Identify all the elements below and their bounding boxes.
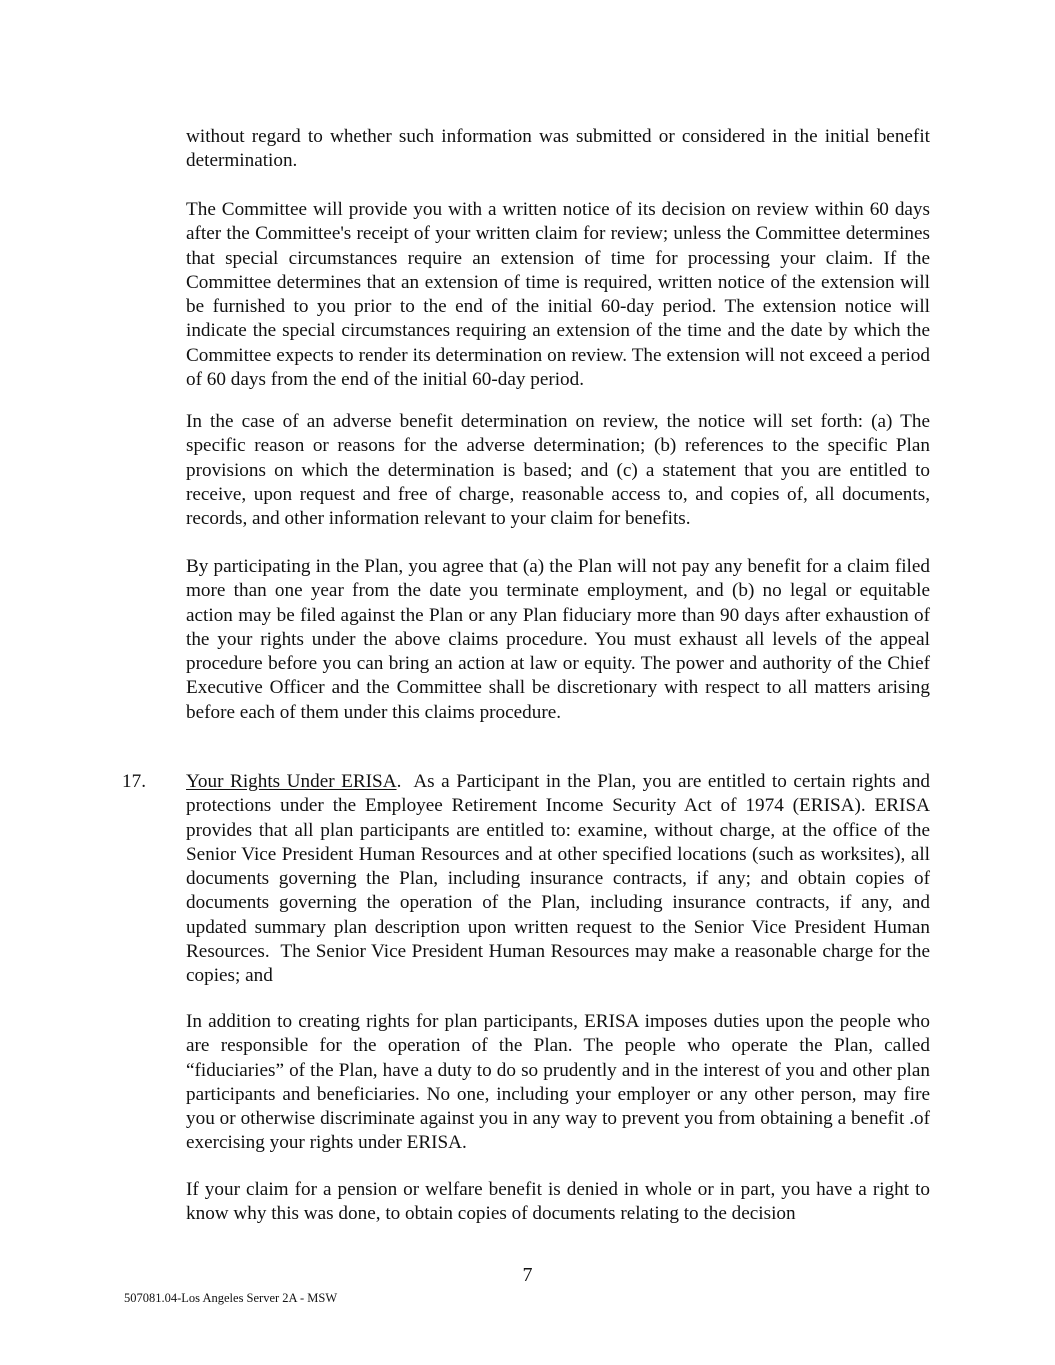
paragraph-continuation: without regard to whether such information was submitted or considered in the initial benefit determination. [186, 126, 930, 172]
page-number: 7 [522, 1264, 533, 1286]
paragraph-adverse-determination: In the case of an adverse benefit determination on review, the notice will set forth: (a) The specific reason or reasons for the adverse determination; (b) references to the specific Plan provisions on which the determination is based; and (c) a statement that you are entitled to receive, upon request and free of charge, reasonable access to, and copies of, all documents, records, and other information relevant to your claim for benefits. [186, 411, 930, 530]
section-body [186, 770, 935, 989]
section-text: As a Participant in the Plan, you are entitled to certain rights and protections under the Employee Retirement Income Security Act of 1974 (ERISA). ERISA provides that all plan participants are entitled to: examine, without charge, at the office of the Senior Vice President Human Resources and at other specified locations (such as worksites), all documents governing the Plan, including insurance contracts, if any; and obtain copies of documents governing the operation of the Plan, including insurance contracts, if any, and updated summary plan description upon written request to the Senior Vice President Human Resources. The Senior Vice President Human Resources may make a reasonable charge for the copies; and [186, 771, 935, 987]
paragraph-review-notice: The Committee will provide you with a written notice of its decision on review within 60 days after the Committee's receipt of your written claim for review; unless the Committee determines that special circumstances require an extension of time for processing your claim. If the Committee determines that an extension of time is required, written notice of the extension will be furnished to you prior to the end of the initial 60-day period. The extension notice will indicate the special circumstances requiring an extension of the time and the date by which the Committee expects to render its determination on review. The extension will not exceed a period of 60 days from the end of the initial 60-day period. [186, 199, 930, 391]
section-heading-suffix: . [396, 771, 402, 792]
section-heading: Your Rights Under ERISA [186, 771, 397, 792]
footer-document-id: 507081.04-Los Angeles Server 2A - MSW [124, 1291, 338, 1305]
paragraph-claim-denied: If your claim for a pension or welfare benefit is denied in whole or in part, you have a right to know why this was done, to obtain copies of documents relating to the decision [186, 1179, 930, 1225]
section-number: 17. [122, 771, 146, 792]
section-17 [122, 770, 935, 989]
paragraph-fiduciary-duties: In addition to creating rights for plan participants, ERISA imposes duties upon the people who are responsible for the operation of the Plan. The people who operate the Plan, called “fiduciaries” of the Plan, have a duty to do so prudently and in the interest of you and other plan participants and beneficiaries. No one, including your employer or any other person, may fire you or otherwise discriminate against you in any way to prevent you from obtaining a benefit .of exercising your rights under ERISA. [186, 1011, 930, 1154]
paragraph-participation-agreement: By participating in the Plan, you agree that (a) the Plan will not pay any benefit for a claim filed more than one year from the date you terminate employment, and (b) no legal or equitable action may be filed against the Plan or any Plan fiduciary more than 90 days after exhaustion of the your rights under the above claims procedure. You must exhaust all levels of the appeal procedure before you can bring an action at law or equity. The power and authority of the Chief Executive Officer and the Committee shall be discretionary with respect to all matters arising before each of them under this claims procedure. [186, 556, 930, 723]
